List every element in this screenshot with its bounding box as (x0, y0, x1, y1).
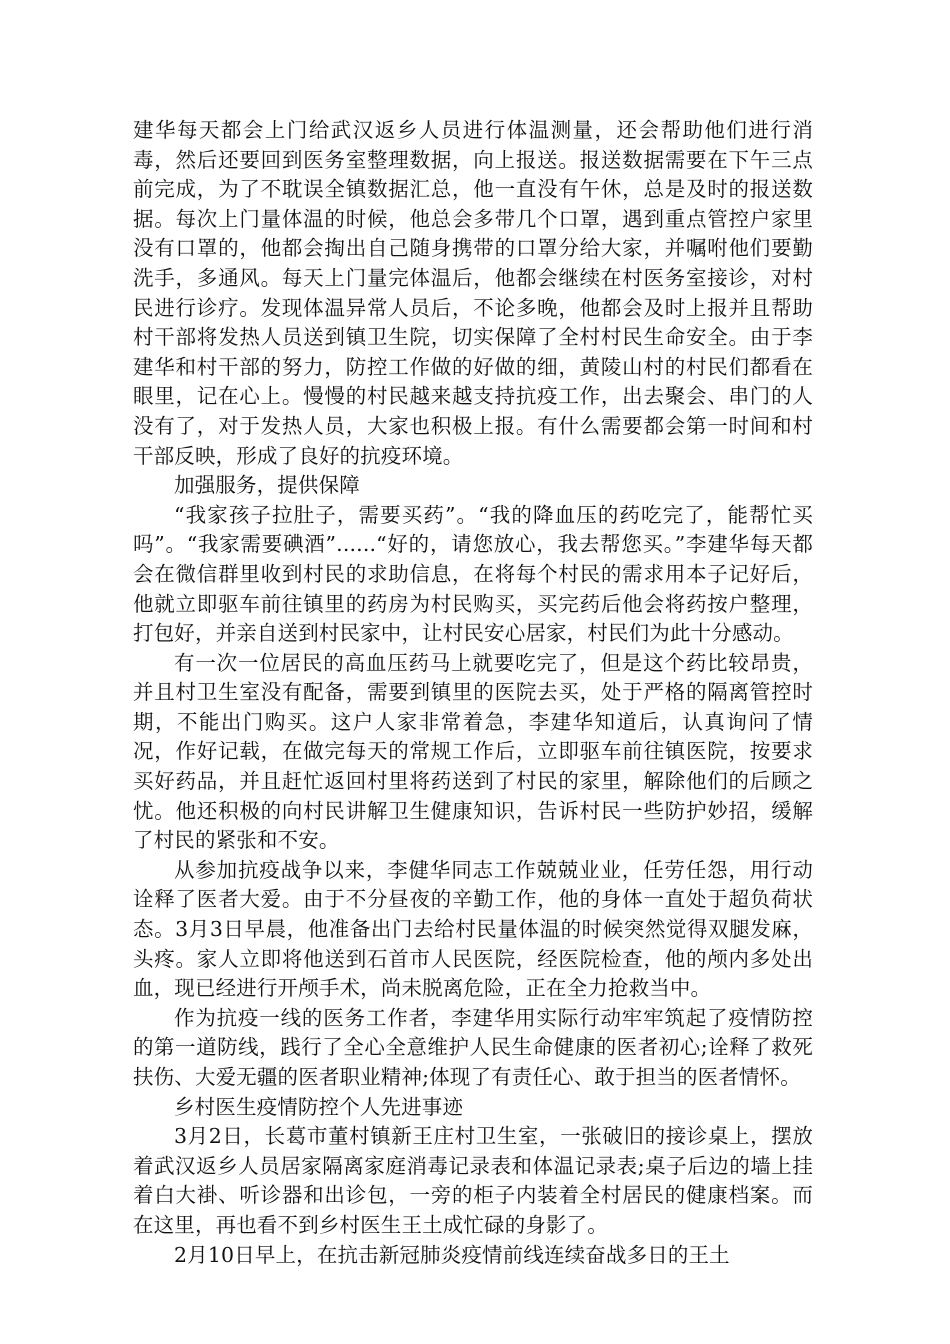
paragraph-1: 建华每天都会上门给武汉返乡人员进行体温测量，还会帮助他们进行消毒，然后还要回到医务室整理数据，向上报送。报送数据需要在下午三点前完成，为了不耽误全镇数据汇总，他一直没有午休，总是及时的报送数据。每次上门量体温的时候，他总会多带几个口罩，遇到重点管控户家里没有口罩的，他都会掏出自己随身携带的口罩分给大家，并嘱咐他们要勤洗手，多通风。每天上门量完体温后，他都会继续在村医务室接诊，对村民进行诊疗。发现体温异常人员后，不论多晚，他都会及时上报并且帮助村干部将发热人员送到镇卫生院，切实保障了全村村民生命安全。由于李建华和村干部的努力，防控工作做的好做的细，黄陵山村的村民们都看在眼里，记在心上。慢慢的村民越来越支持抗疫工作，出去聚会、串门的人没有了，对于发热人员，大家也积极上报。有什么需要都会第一时间和村干部反映，形成了良好的抗疫环境。 (133, 118, 813, 468)
paragraph-9: 2月10日早上，在抗击新冠肺炎疫情前线连续奋战多日的王土 (174, 1242, 730, 1267)
paragraph-5: 从参加抗疫战争以来，李健华同志工作兢兢业业，任劳任怨，用行动诠释了医者大爱。由于不分昼夜的辛勤工作，他的身体一直处于超负荷状态。3月3日早晨，他准备出门去给村民量体温的时候突然觉得双腿发麻，头疼。家人立即将他送到石首市人民医院，经医院检查，他的颅内多处出血，现已经进行开颅手术，尚未脱离危险，正在全力抢救当中。 (133, 857, 813, 1001)
paragraph-3: “我家孩子拉肚子，需要买药”。“我的降血压的药吃完了，能帮忙买吗”。“我家需要碘酒”......“好的，请您放心，我去帮您买。”李建华每天都会在微信群里收到村民的求助信息，在将每个村民的需求用本子记好后，他就立即驱车前往镇里的药房为村民购买，买完药后他会将药按户整理，打包好，并亲自送到村民家中，让村民安心居家，村民们为此十分感动。 (133, 502, 813, 646)
paragraph-8: 3月2日，长葛市董村镇新王庄村卫生室，一张破旧的接诊桌上，摆放着武汉返乡人员居家隔离家庭消毒记录表和体温记录表;桌子后边的墙上挂着白大褂、听诊器和出诊包，一旁的柜子内装着全村居民的健康档案。而在这里，再也看不到乡村医生王土成忙碌的身影了。 (133, 1124, 813, 1237)
section-heading-service: 加强服务，提供保障 (174, 473, 360, 498)
document-page (133, 116, 813, 1270)
section-heading-village-doctor: 乡村医生疫情防控个人先进事迹 (174, 1094, 464, 1119)
paragraph-6: 作为抗疫一线的医务工作者，李建华用实际行动牢牢筑起了疫情防控的第一道防线，践行了全心全意维护人民生命健康的医者初心;诠释了救死扶伤、大爱无疆的医者职业精神;体现了有责任心、敢于担当的医者情怀。 (133, 1005, 813, 1089)
paragraph-4: 有一次一位居民的高血压药马上就要吃完了，但是这个药比较昂贵，并且村卫生室没有配备，需要到镇里的医院去买，处于严格的隔离管控时期，不能出门购买。这户人家非常着急，李建华知道后，认真询问了情况，作好记载，在做完每天的常规工作后，立即驱车前往镇医院，按要求买好药品，并且赶忙返回村里将药送到了村民的家里，解除他们的后顾之忧。他还积极的向村民讲解卫生健康知识，告诉村民一些防护妙招，缓解了村民的紧张和不安。 (133, 650, 813, 853)
